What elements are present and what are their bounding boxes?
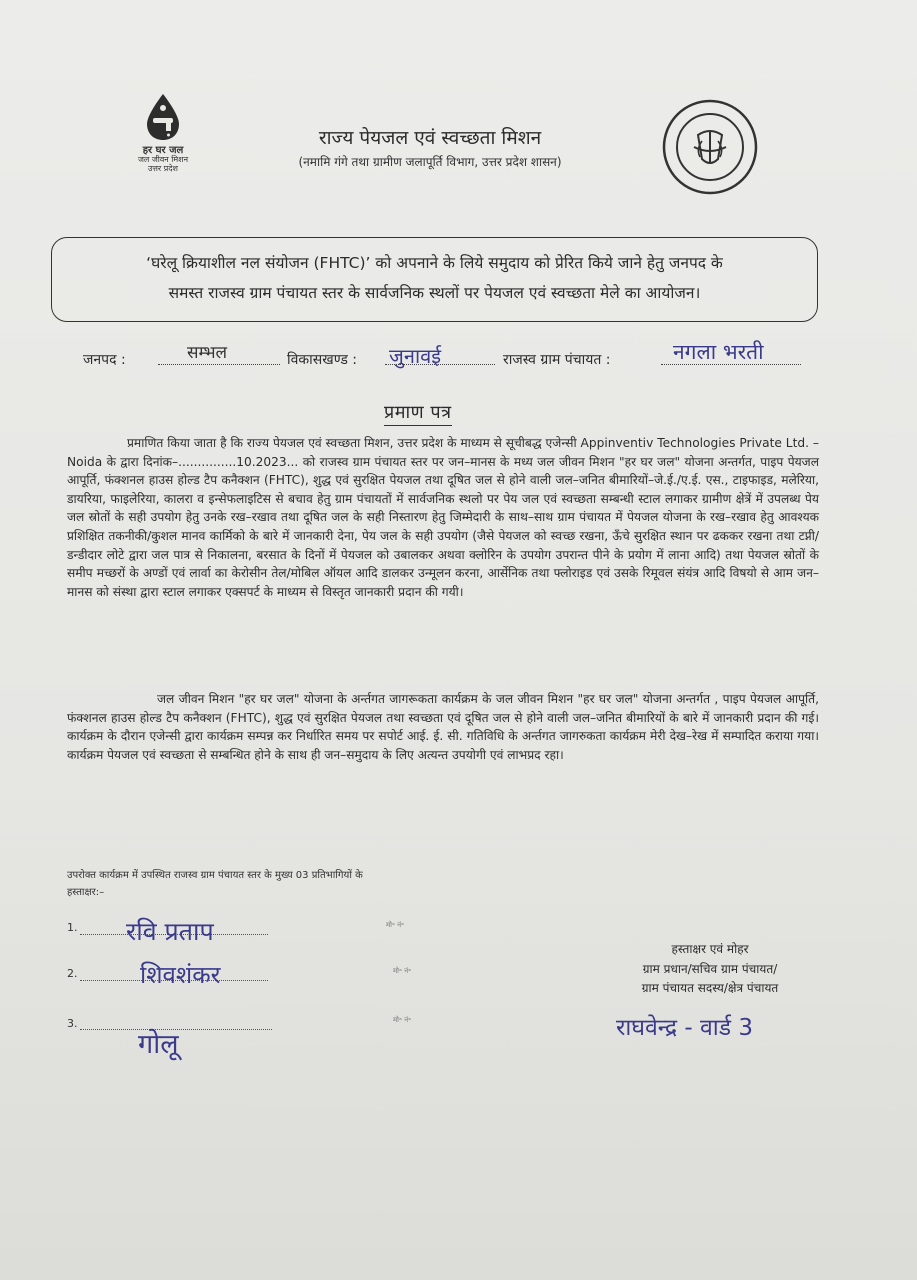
participants-intro: उपरोक्त कार्यक्रम में उपस्थित राजस्व ग्राम पंचायत स्तर के मुख्य 03 प्रतिभागियों के: [67, 870, 363, 881]
location-fields: [83, 342, 823, 382]
block-value: जुनावई: [389, 344, 442, 368]
certificate-title: प्रमाण पत्र: [384, 400, 452, 426]
logo-caption-1: हर घर जल: [142, 145, 184, 156]
participant-1-mobile: मो॰ नं॰: [386, 921, 405, 929]
participant-3-number: 3.: [67, 1017, 78, 1030]
authority-block: [600, 940, 820, 999]
district-line: [158, 364, 280, 365]
participant-3-signature: गोलू: [138, 1029, 179, 1060]
participant-1-number: 1.: [67, 921, 78, 934]
water-drop-tap-icon: [141, 92, 185, 142]
participant-3-mobile: मो॰ नं॰: [393, 1016, 412, 1024]
authority-line-2: ग्राम प्रधान/सचिव ग्राम पंचायत/: [642, 961, 778, 976]
mission-subtitle: (नमामि गंगे तथा ग्रामीण जलापूर्ति विभाग, उत्तर प्रदेश शासन): [298, 155, 562, 169]
participants-signature-label: हस्ताक्षर:–: [67, 887, 105, 898]
authority-signature: राघवेन्द्र - वार्ड 3: [616, 1015, 753, 1041]
participant-2-mobile: मो॰ नं॰: [393, 967, 412, 975]
certificate-paragraph-1: प्रमाणित किया जाता है कि राज्य पेयजल एवं स्वच्छता मिशन, उत्तर प्रदेश के माध्यम से सूचीबद्ध एजेन्सी Appinventiv Technologies Private Ltd. – Noida के द्वारा दिनांक–...............10.2023... को राजस्व ग्राम पंचायत स्तर पर जन–मानस के मध्य जल जीवन मिशन "हर घर जल" योजना अन्तर्गत, पाइप पेयजल आपूर्ति, फंक्शनल हाउस होल्ड टैप कनैक्शन (FHTC), शुद्ध एवं सुरक्षित पेयजल तथा दूषित जल से होने वाली जल–जनित बीमारियों–जे.ई./ए.ई. एस., टाइफाइड, मलेरिया, डायरिया, फाइलेरिया, कालरा व इन्सेफलाइटिस से बचाव हेतु ग्राम पंचायतों में सार्वजनिक स्थलो पर पेय जल एवं स्वच्छता सम्बन्धी स्टाल लगाकर ग्रामीण क्षेत्रें में उपलब्ध पेय जल स्रोतों के सही उपयोग हेतु उनके रख–रखाव तथा दूषित जल के सही निस्तारण हेतु जिम्मेदारी के साथ–साथ ग्राम पंचायत में पेयजल योजना के रख–रखाव हेतु आवश्यक प्रशिक्षित तकनीकी/कुशल मानव कार्मिको के बारे में जानकारी देना, पेय जल के सही उपयोग (जैसे पेयजल को स्वच्छ रखना, ऊँचे सुरक्षित स्थान पर ढककर रखना तथा टप्नी/डन्डीदार लोटे द्वारा जल पात्र से निकालना, बरसात के दिनों में पेयजल को उबालकर अथवा क्लोरिन के उपयोग उपरान्त पीने के प्रयोग में लाना आदि) तथा पेयजल स्रोतों के समीप मच्छरों के अण्डों एवं लार्वा का केरोसीन तेल/मोबिल ऑयल आदि डालकर उन्मूलन करना, आर्सेनिक तथा फ्लोराइड एवं उसके रिमूवल संयंत्र आदि विषयो से आम जन–मानस को संस्था द्वारा स्टाल लगाकर एक्सपर्ट के माध्यम से विस्तृत जानकारी प्रदान की गयी।: [67, 436, 819, 599]
district-label: जनपद :: [83, 352, 126, 368]
logo-caption-3: उत्तर प्रदेश: [148, 164, 178, 173]
event-banner: [51, 237, 818, 322]
banner-line-2: समस्त राजस्व ग्राम पंचायत स्तर के सार्वजनिक स्थलों पर पेयजल एवं स्वच्छता मेले का आयोजन।: [168, 284, 701, 302]
banner-line-1: ‘घरेलू क्रियाशील नल संयोजन (FHTC)’ को अपनाने के लिये समुदाय को प्रेरित किये जाने हेतु जनपद के: [146, 254, 723, 272]
gram-panchayat-value: नगला भरती: [673, 340, 764, 364]
participant-1-signature: रवि प्रताप: [126, 917, 214, 946]
participant-2-signature: शिवशंकर: [140, 961, 221, 989]
up-seal-icon: [658, 97, 762, 197]
document-header: [230, 125, 630, 173]
certificate-paragraph-2: जल जीवन मिशन "हर घर जल" योजना के अर्न्तगत जागरूकता कार्यक्रम के जल जीवन मिशन "हर घर जल" योजना अन्तर्गत , पाइप पेयजल आपूर्ति, फंक्शनल हाउस होल्ड टैप कनैक्शन (FHTC), शुद्ध एवं सुरक्षित पेयजल तथा स्वच्छता एवं दूषित जल से होने वाली जल–जनित बीमारियों के बारे में जानकारी प्रदान की गई। कार्यक्रम के दौरान एजेन्सी द्वारा कार्यक्रम सम्पन्न कर निर्धारित समय पर सपोर्ट आई. ई. सी. गतिविधि के अर्न्तगत जागरुकता कार्यक्रम मेरी देख–रेख में सम्पादित कराया गया। कार्यक्रम पेयजल एवं स्वच्छता से सम्बन्धित होने के साथ ही जन–समुदाय के लिए अत्यन्त उपयोगी एवं लाभप्रद रहा।: [67, 692, 819, 762]
authority-line-1: हस्ताक्षर एवं मोहर: [671, 942, 749, 956]
up-government-seal: [658, 97, 762, 197]
district-value: सम्भल: [187, 343, 228, 363]
participant-2-number: 2.: [67, 967, 78, 980]
logo-caption-2: जल जीवन मिशन: [137, 155, 189, 164]
gram-panchayat-label: राजस्व ग्राम पंचायत :: [503, 352, 611, 368]
har-ghar-jal-logo: [118, 92, 208, 173]
block-label: विकासखण्ड :: [287, 352, 358, 368]
mission-title: राज्य पेयजल एवं स्वच्छता मिशन: [318, 127, 542, 149]
authority-line-3: ग्राम पंचायत सदस्य/क्षेत्र पंचायत: [641, 981, 779, 995]
